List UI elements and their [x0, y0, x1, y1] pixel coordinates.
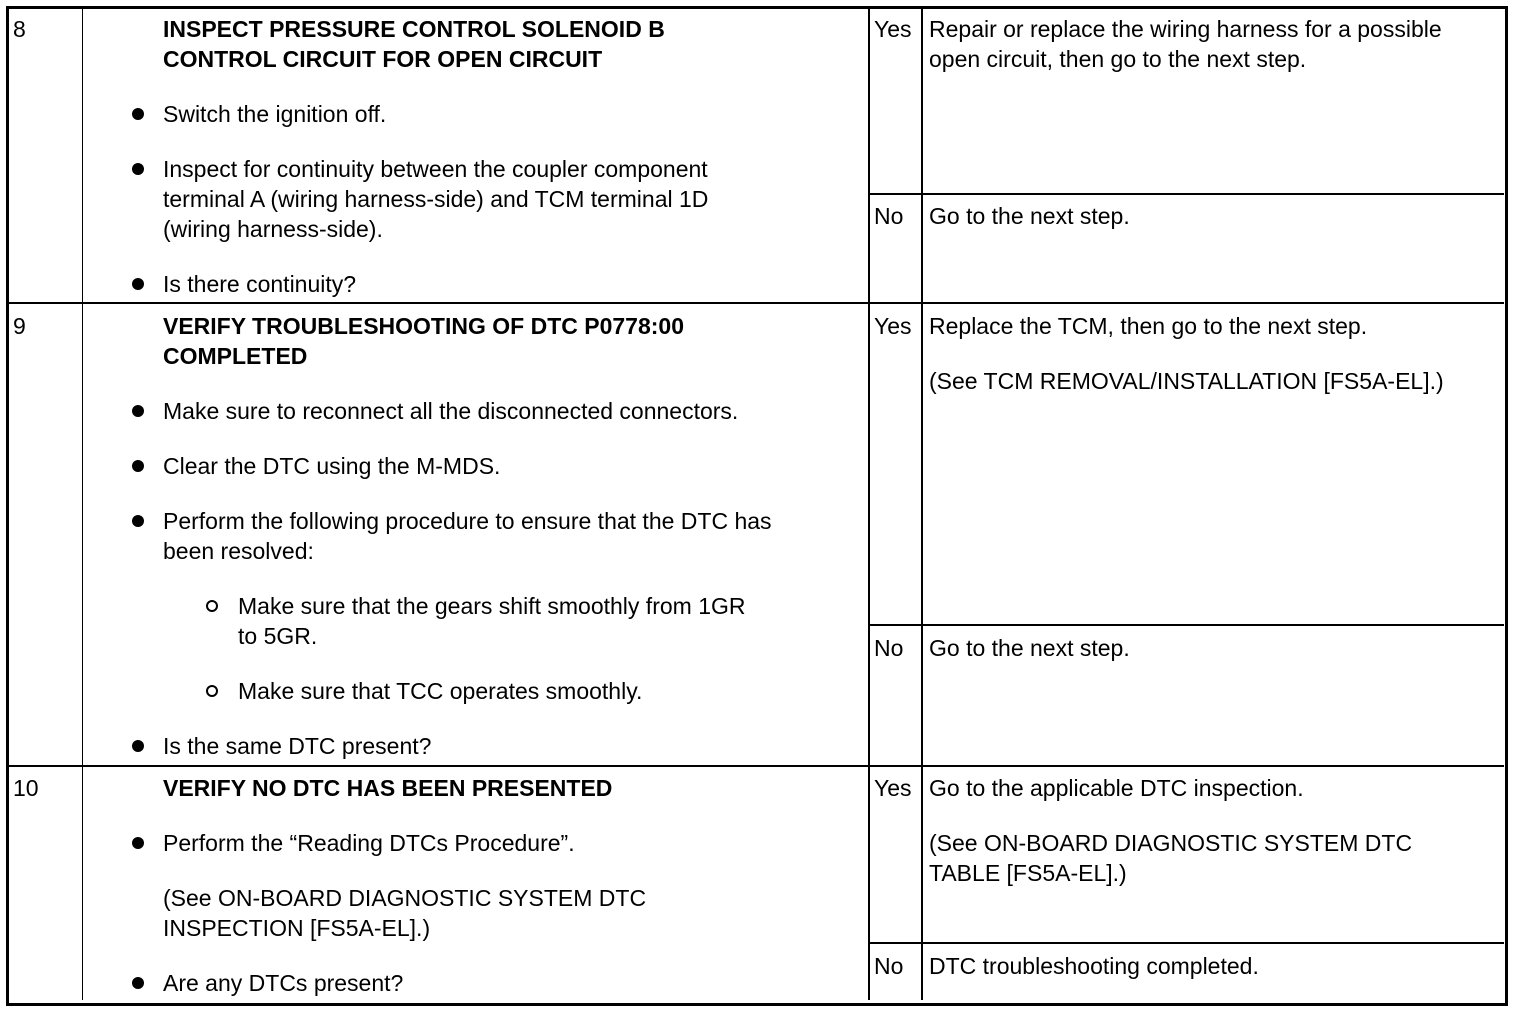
yes-action-reference: (See ON-BOARD DIAGNOSTIC SYSTEM DTC	[929, 830, 1413, 856]
bullet-icon	[132, 405, 144, 417]
no-action: DTC troubleshooting completed.	[929, 953, 1259, 979]
column-divider-step	[82, 8, 83, 1000]
yes-action: open circuit, then go to the next step.	[929, 46, 1307, 72]
instruction-item: Are any DTCs present?	[163, 970, 404, 996]
yes-action: Repair or replace the wiring harness for a possible	[929, 16, 1442, 42]
step-number: 9	[13, 313, 26, 339]
instruction-item: Switch the ignition off.	[163, 101, 387, 127]
sub-instruction-item: Make sure that the gears shift smoothly from 1GR	[238, 593, 746, 619]
instruction-item: Perform the following procedure to ensure that the DTC has	[163, 508, 772, 534]
bullet-icon	[132, 163, 144, 175]
sub-bullet-icon	[206, 685, 218, 697]
instruction-item: Make sure to reconnect all the disconnected connectors.	[163, 398, 739, 424]
column-divider-action	[868, 8, 870, 1000]
yes-action-reference: TABLE [FS5A-EL].)	[929, 860, 1127, 886]
bullet-icon	[132, 108, 144, 120]
step-title: CONTROL CIRCUIT FOR OPEN CIRCUIT	[163, 46, 603, 72]
no-label: No	[874, 635, 904, 661]
instruction-item: Perform the “Reading DTCs Procedure”.	[163, 830, 575, 856]
instruction-item: terminal A (wiring harness-side) and TCM terminal 1D	[163, 186, 709, 212]
bullet-icon	[132, 977, 144, 989]
sub-instruction-item: Make sure that TCC operates smoothly.	[238, 678, 643, 704]
step-number: 8	[13, 16, 26, 42]
yes-label: Yes	[874, 16, 912, 42]
bullet-icon	[132, 278, 144, 290]
row-divider-9-10	[8, 765, 1504, 767]
bullet-icon	[132, 837, 144, 849]
column-divider-answer	[921, 8, 923, 1000]
no-label: No	[874, 203, 904, 229]
sub-instruction-item: to 5GR.	[238, 623, 318, 649]
instruction-item: Clear the DTC using the M-MDS.	[163, 453, 501, 479]
yes-no-divider-8	[868, 193, 1504, 195]
yes-label: Yes	[874, 313, 912, 339]
step-title: VERIFY TROUBLESHOOTING OF DTC P0778:00	[163, 313, 685, 339]
instruction-reference: INSPECTION [FS5A-EL].)	[163, 915, 431, 941]
yes-action: Go to the applicable DTC inspection.	[929, 775, 1304, 801]
instruction-item: been resolved:	[163, 538, 314, 564]
instruction-item: (wiring harness-side).	[163, 216, 383, 242]
no-label: No	[874, 953, 904, 979]
yes-action-reference: (See TCM REMOVAL/INSTALLATION [FS5A-EL].)	[929, 368, 1444, 394]
yes-label: Yes	[874, 775, 912, 801]
instruction-item: Is there continuity?	[163, 271, 357, 297]
step-title: VERIFY NO DTC HAS BEEN PRESENTED	[163, 775, 613, 801]
sub-bullet-icon	[206, 600, 218, 612]
instruction-item: Inspect for continuity between the coupler component	[163, 156, 708, 182]
row-divider-8-9	[8, 302, 1504, 304]
instruction-item: Is the same DTC present?	[163, 733, 432, 759]
bullet-icon	[132, 740, 144, 752]
bullet-icon	[132, 515, 144, 527]
bullet-icon	[132, 460, 144, 472]
instruction-reference: (See ON-BOARD DIAGNOSTIC SYSTEM DTC	[163, 885, 647, 911]
step-title: INSPECT PRESSURE CONTROL SOLENOID B	[163, 16, 665, 42]
step-number: 10	[13, 775, 39, 801]
step-title: COMPLETED	[163, 343, 308, 369]
yes-no-divider-10	[868, 942, 1504, 944]
no-action: Go to the next step.	[929, 203, 1130, 229]
yes-action: Replace the TCM, then go to the next step.	[929, 313, 1368, 339]
no-action: Go to the next step.	[929, 635, 1130, 661]
yes-no-divider-9	[868, 624, 1504, 626]
